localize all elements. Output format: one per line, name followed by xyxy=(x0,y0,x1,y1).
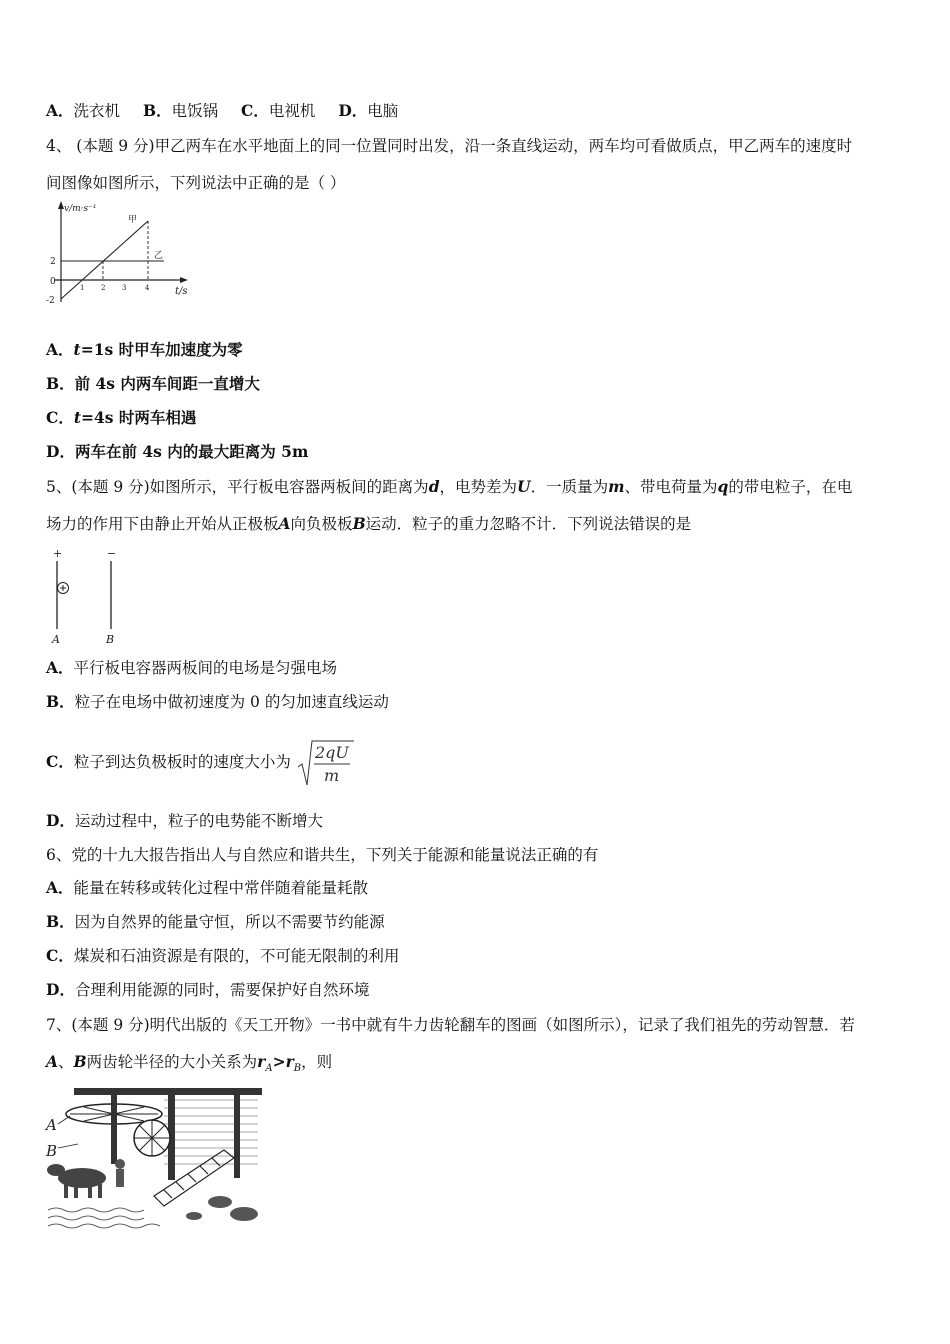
q4-vt-graph xyxy=(44,198,204,310)
graph-x-label: t/s xyxy=(175,286,188,297)
label-gear-b: B xyxy=(46,1142,58,1160)
q5-option-c: C．粒子到达负极板时的速度大小为 2qU m xyxy=(46,737,356,789)
farmer xyxy=(115,1159,125,1187)
q6-stem: 6、党的十九大报告指出人与自然应和谐共生，下列关于能源和能量说法正确的有 xyxy=(46,846,599,864)
q5-stem-line1: 5、(本题 9 分)如图所示，平行板电容器两板间的距离为d，电势差为U．一质量为m、带电荷量为q的带电粒子，在电 xyxy=(46,477,853,496)
q3-option-a: A．洗衣机 xyxy=(46,101,121,120)
q3-option-b: B．电饭锅 xyxy=(142,101,219,120)
graph-label-yi: 乙 xyxy=(154,251,164,261)
q6-option-a: A．能量在转移或转化过程中常伴随着能量耗散 xyxy=(46,878,369,897)
q5-stem-line2: 场力的作用下由静止开始从正极板A向负极板B运动．粒子的重力忽略不计．下列说法错误的是 xyxy=(46,514,692,533)
graph-y-label: v/m·s⁻¹ xyxy=(64,204,97,214)
q6-option-c: C．煤炭和石油资源是有限的，不可能无限制的利用 xyxy=(46,946,400,965)
graph-ytick-2: 2 xyxy=(50,257,56,267)
q4-option-a: A．t=1s 时甲车加速度为零 xyxy=(46,340,243,359)
q4-option-d: D．两车在前 4s 内的最大距离为 5m xyxy=(46,442,309,461)
q3-option-c: C．电视机 xyxy=(241,101,316,120)
q7-stem-line2: A、B两齿轮半径的大小关系为$r_A>r_B$，则 xyxy=(46,1052,333,1075)
q4-stem-line2: 间图像如图所示，下列说法中正确的是（ ） xyxy=(46,174,346,192)
plate-minus-sign: − xyxy=(107,547,117,560)
plate-a-label: A xyxy=(52,633,60,646)
plate-b-label: B xyxy=(106,633,115,646)
graph-xtick-4: 4 xyxy=(145,284,150,292)
graph-label-jia: 甲 xyxy=(128,215,138,225)
q3-options xyxy=(46,100,398,122)
q5-option-b: B．粒子在电场中做初速度为 0 的匀加速直线运动 xyxy=(46,692,389,711)
q4-stem-line1: 4、 (本题 9 分)甲乙两车在水平地面上的同一位置同时出发，沿一条直线运动，两车均可看做质点，甲乙两车的速度时 xyxy=(46,137,853,155)
graph-ytick-neg2: -2 xyxy=(46,296,55,306)
graph-xtick-2: 2 xyxy=(101,284,106,292)
graph-ytick-0: 0 xyxy=(50,277,56,287)
graph-xtick-1: 1 xyxy=(80,284,85,292)
formula-numerator: 2qU xyxy=(314,743,349,762)
graph-x-arrow xyxy=(180,277,188,283)
q7-gear-illustration xyxy=(44,1086,266,1232)
q5-option-d: D．运动过程中，粒子的电势能不断增大 xyxy=(46,811,323,830)
q6-option-d: D．合理利用能源的同时，需要保护好自然环境 xyxy=(46,980,370,999)
q4-option-c: C．t=4s 时两车相遇 xyxy=(46,408,197,427)
q5-option-a: A．平行板电容器两板间的电场是匀强电场 xyxy=(46,658,338,677)
q3-option-d: D．电脑 xyxy=(338,101,399,120)
q5-capacitor-figure xyxy=(44,545,124,649)
plate-plus-sign: + xyxy=(53,547,63,560)
label-gear-a: A xyxy=(46,1116,57,1134)
graph-xtick-3: 3 xyxy=(122,284,127,292)
q6-option-b: B．因为自然界的能量守恒，所以不需要节约能源 xyxy=(46,912,385,931)
sqrt-formula xyxy=(296,737,356,789)
q7-stem-line1: 7、(本题 9 分)明代出版的《天工开物》一书中就有牛力齿轮翻车的图画（如图所示），记录了我们祖先的劳动智慧．若 xyxy=(46,1016,855,1034)
formula-denominator: m xyxy=(323,766,339,785)
q4-option-b: B．前 4s 内两车间距一直增大 xyxy=(46,374,260,393)
